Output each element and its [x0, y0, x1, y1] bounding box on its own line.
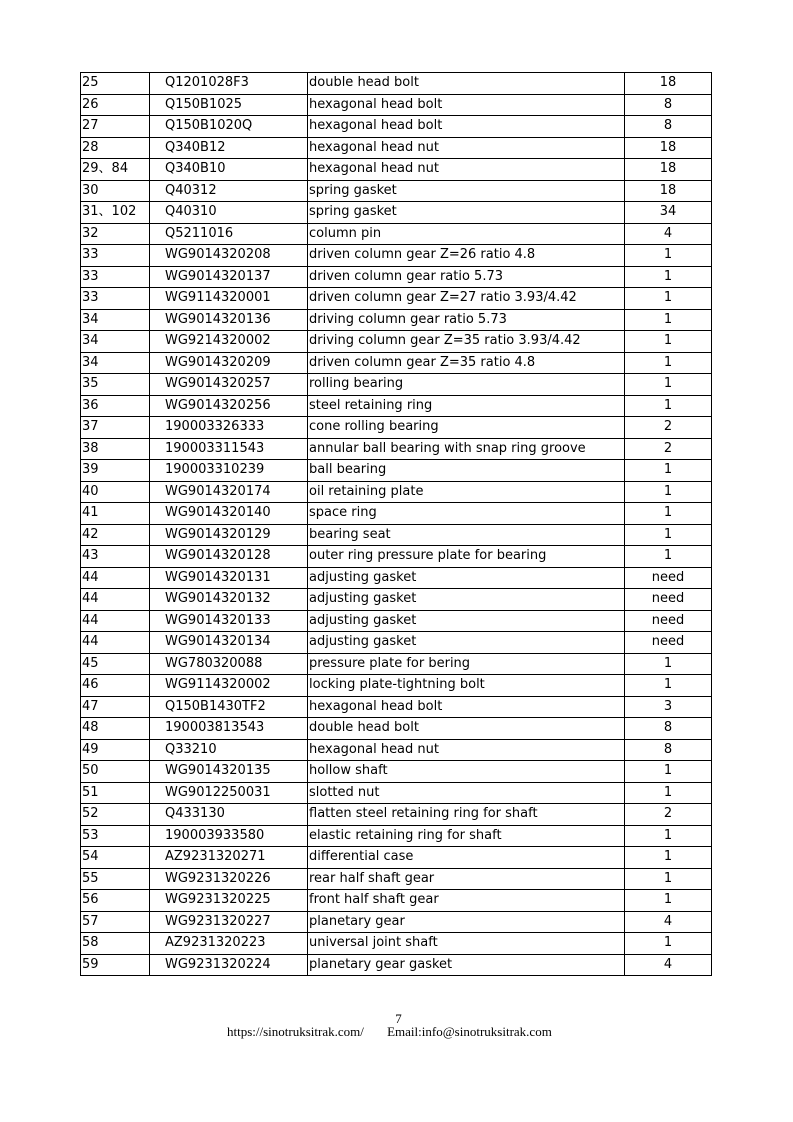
- table-row: [81, 395, 712, 417]
- quantity-cell: 1: [625, 653, 712, 675]
- part-name-cell: bearing seat: [308, 524, 625, 546]
- part-code-cell: Q33210: [150, 739, 308, 761]
- quantity-cell: 1: [625, 890, 712, 912]
- quantity-cell: 1: [625, 309, 712, 331]
- table-row: [81, 718, 712, 740]
- part-code-cell: WG9014320136: [150, 309, 308, 331]
- item-number-cell: 53: [81, 825, 150, 847]
- quantity-cell: 8: [625, 94, 712, 116]
- table-row: [81, 159, 712, 181]
- table-row: [81, 675, 712, 697]
- quantity-cell: 8: [625, 718, 712, 740]
- table-row: [81, 610, 712, 632]
- item-number-cell: 33: [81, 245, 150, 267]
- table-row: [81, 589, 712, 611]
- quantity-cell: 1: [625, 782, 712, 804]
- quantity-cell: 34: [625, 202, 712, 224]
- part-code-cell: Q40310: [150, 202, 308, 224]
- quantity-cell: 1: [625, 847, 712, 869]
- quantity-cell: 8: [625, 739, 712, 761]
- quantity-cell: 2: [625, 417, 712, 439]
- quantity-cell: 3: [625, 696, 712, 718]
- part-name-cell: driven column gear ratio 5.73: [308, 266, 625, 288]
- parts-table: [80, 72, 712, 976]
- table-row: [81, 137, 712, 159]
- part-name-cell: driving column gear ratio 5.73: [308, 309, 625, 331]
- part-name-cell: double head bolt: [308, 718, 625, 740]
- quantity-cell: 18: [625, 137, 712, 159]
- part-name-cell: hexagonal head bolt: [308, 94, 625, 116]
- item-number-cell: 25: [81, 73, 150, 95]
- part-code-cell: WG9014320209: [150, 352, 308, 374]
- part-code-cell: AZ9231320223: [150, 933, 308, 955]
- part-code-cell: WG9231320224: [150, 954, 308, 976]
- item-number-cell: 40: [81, 481, 150, 503]
- table-row: [81, 223, 712, 245]
- quantity-cell: 1: [625, 245, 712, 267]
- table-row: [81, 266, 712, 288]
- part-name-cell: adjusting gasket: [308, 567, 625, 589]
- part-code-cell: WG9014320140: [150, 503, 308, 525]
- item-number-cell: 46: [81, 675, 150, 697]
- part-code-cell: WG9231320227: [150, 911, 308, 933]
- part-code-cell: WG9014320256: [150, 395, 308, 417]
- item-number-cell: 56: [81, 890, 150, 912]
- part-code-cell: WG9014320133: [150, 610, 308, 632]
- item-number-cell: 33: [81, 288, 150, 310]
- quantity-cell: 8: [625, 116, 712, 138]
- table-row: [81, 868, 712, 890]
- item-number-cell: 41: [81, 503, 150, 525]
- part-name-cell: hexagonal head nut: [308, 739, 625, 761]
- table-row: [81, 245, 712, 267]
- item-number-cell: 27: [81, 116, 150, 138]
- table-row: [81, 524, 712, 546]
- table-row: [81, 438, 712, 460]
- item-number-cell: 37: [81, 417, 150, 439]
- part-code-cell: Q150B1025: [150, 94, 308, 116]
- part-code-cell: WG9014320174: [150, 481, 308, 503]
- item-number-cell: 39: [81, 460, 150, 482]
- part-name-cell: cone rolling bearing: [308, 417, 625, 439]
- part-name-cell: space ring: [308, 503, 625, 525]
- part-code-cell: WG9014320257: [150, 374, 308, 396]
- item-number-cell: 45: [81, 653, 150, 675]
- item-number-cell: 48: [81, 718, 150, 740]
- part-name-cell: outer ring pressure plate for bearing: [308, 546, 625, 568]
- quantity-cell: 1: [625, 761, 712, 783]
- table-row: [81, 331, 712, 353]
- quantity-cell: 4: [625, 223, 712, 245]
- item-number-cell: 31、102: [81, 202, 150, 224]
- item-number-cell: 42: [81, 524, 150, 546]
- part-code-cell: WG9014320134: [150, 632, 308, 654]
- item-number-cell: 44: [81, 632, 150, 654]
- quantity-cell: 18: [625, 180, 712, 202]
- table-row: [81, 653, 712, 675]
- item-number-cell: 33: [81, 266, 150, 288]
- part-name-cell: driven column gear Z=27 ratio 3.93/4.42: [308, 288, 625, 310]
- part-code-cell: Q433130: [150, 804, 308, 826]
- table-row: [81, 567, 712, 589]
- quantity-cell: need: [625, 632, 712, 654]
- quantity-cell: 1: [625, 266, 712, 288]
- part-name-cell: flatten steel retaining ring for shaft: [308, 804, 625, 826]
- quantity-cell: 2: [625, 804, 712, 826]
- part-code-cell: WG9231320225: [150, 890, 308, 912]
- part-code-cell: 190003310239: [150, 460, 308, 482]
- part-name-cell: double head bolt: [308, 73, 625, 95]
- part-code-cell: WG9014320135: [150, 761, 308, 783]
- item-number-cell: 52: [81, 804, 150, 826]
- quantity-cell: 1: [625, 546, 712, 568]
- part-code-cell: WG9114320002: [150, 675, 308, 697]
- part-name-cell: oil retaining plate: [308, 481, 625, 503]
- part-name-cell: driven column gear Z=35 ratio 4.8: [308, 352, 625, 374]
- table-row: [81, 696, 712, 718]
- part-name-cell: annular ball bearing with snap ring groove: [308, 438, 625, 460]
- table-row: [81, 933, 712, 955]
- item-number-cell: 50: [81, 761, 150, 783]
- item-number-cell: 44: [81, 567, 150, 589]
- part-code-cell: WG9214320002: [150, 331, 308, 353]
- item-number-cell: 36: [81, 395, 150, 417]
- quantity-cell: 1: [625, 395, 712, 417]
- footer-contact: [227, 1024, 552, 1040]
- part-name-cell: adjusting gasket: [308, 632, 625, 654]
- quantity-cell: 18: [625, 73, 712, 95]
- part-name-cell: hexagonal head nut: [308, 159, 625, 181]
- part-name-cell: hexagonal head nut: [308, 137, 625, 159]
- quantity-cell: 4: [625, 911, 712, 933]
- table-row: [81, 417, 712, 439]
- part-name-cell: driven column gear Z=26 ratio 4.8: [308, 245, 625, 267]
- part-name-cell: driving column gear Z=35 ratio 3.93/4.42: [308, 331, 625, 353]
- quantity-cell: need: [625, 589, 712, 611]
- table-row: [81, 352, 712, 374]
- item-number-cell: 58: [81, 933, 150, 955]
- part-code-cell: 190003933580: [150, 825, 308, 847]
- quantity-cell: 18: [625, 159, 712, 181]
- quantity-cell: 1: [625, 503, 712, 525]
- table-row: [81, 202, 712, 224]
- table-row: [81, 116, 712, 138]
- quantity-cell: 1: [625, 352, 712, 374]
- item-number-cell: 29、84: [81, 159, 150, 181]
- quantity-cell: 2: [625, 438, 712, 460]
- part-name-cell: planetary gear gasket: [308, 954, 625, 976]
- quantity-cell: 1: [625, 825, 712, 847]
- quantity-cell: need: [625, 567, 712, 589]
- quantity-cell: 1: [625, 675, 712, 697]
- item-number-cell: 44: [81, 610, 150, 632]
- part-name-cell: front half shaft gear: [308, 890, 625, 912]
- item-number-cell: 34: [81, 352, 150, 374]
- part-code-cell: Q340B10: [150, 159, 308, 181]
- part-code-cell: WG9014320131: [150, 567, 308, 589]
- item-number-cell: 55: [81, 868, 150, 890]
- item-number-cell: 59: [81, 954, 150, 976]
- item-number-cell: 44: [81, 589, 150, 611]
- part-name-cell: locking plate-tightning bolt: [308, 675, 625, 697]
- quantity-cell: 4: [625, 954, 712, 976]
- quantity-cell: 1: [625, 868, 712, 890]
- item-number-cell: 57: [81, 911, 150, 933]
- part-code-cell: Q150B1020Q: [150, 116, 308, 138]
- part-name-cell: spring gasket: [308, 202, 625, 224]
- quantity-cell: 1: [625, 331, 712, 353]
- table-row: [81, 288, 712, 310]
- part-name-cell: adjusting gasket: [308, 610, 625, 632]
- table-row: [81, 309, 712, 331]
- part-code-cell: 190003326333: [150, 417, 308, 439]
- table-row: [81, 460, 712, 482]
- part-code-cell: Q150B1430TF2: [150, 696, 308, 718]
- part-name-cell: spring gasket: [308, 180, 625, 202]
- part-name-cell: rolling bearing: [308, 374, 625, 396]
- table-row: [81, 890, 712, 912]
- quantity-cell: need: [625, 610, 712, 632]
- item-number-cell: 43: [81, 546, 150, 568]
- email-link[interactable]: Email:info@sinotruksitrak.com: [387, 1024, 552, 1039]
- table-row: [81, 825, 712, 847]
- part-code-cell: WG9014320128: [150, 546, 308, 568]
- item-number-cell: 34: [81, 331, 150, 353]
- quantity-cell: 1: [625, 288, 712, 310]
- table-row: [81, 546, 712, 568]
- part-name-cell: elastic retaining ring for shaft: [308, 825, 625, 847]
- part-code-cell: 190003813543: [150, 718, 308, 740]
- table-row: [81, 739, 712, 761]
- part-code-cell: Q1201028F3: [150, 73, 308, 95]
- page-number: 7: [395, 1011, 402, 1026]
- quantity-cell: 1: [625, 524, 712, 546]
- item-number-cell: 32: [81, 223, 150, 245]
- item-number-cell: 28: [81, 137, 150, 159]
- table-row: [81, 847, 712, 869]
- part-code-cell: WG9014320137: [150, 266, 308, 288]
- quantity-cell: 1: [625, 374, 712, 396]
- item-number-cell: 49: [81, 739, 150, 761]
- part-code-cell: Q340B12: [150, 137, 308, 159]
- part-name-cell: hexagonal head bolt: [308, 116, 625, 138]
- table-row: [81, 804, 712, 826]
- part-name-cell: hexagonal head bolt: [308, 696, 625, 718]
- quantity-cell: 1: [625, 481, 712, 503]
- table-row: [81, 94, 712, 116]
- part-code-cell: Q40312: [150, 180, 308, 202]
- table-row: [81, 911, 712, 933]
- part-name-cell: adjusting gasket: [308, 589, 625, 611]
- part-code-cell: WG780320088: [150, 653, 308, 675]
- item-number-cell: 51: [81, 782, 150, 804]
- part-code-cell: WG9014320208: [150, 245, 308, 267]
- parts-table-body: [81, 73, 712, 976]
- part-name-cell: column pin: [308, 223, 625, 245]
- item-number-cell: 54: [81, 847, 150, 869]
- table-row: [81, 481, 712, 503]
- part-name-cell: hollow shaft: [308, 761, 625, 783]
- table-row: [81, 503, 712, 525]
- part-name-cell: differential case: [308, 847, 625, 869]
- item-number-cell: 35: [81, 374, 150, 396]
- part-name-cell: slotted nut: [308, 782, 625, 804]
- table-row: [81, 761, 712, 783]
- item-number-cell: 34: [81, 309, 150, 331]
- part-code-cell: WG9014320132: [150, 589, 308, 611]
- part-code-cell: WG9231320226: [150, 868, 308, 890]
- part-name-cell: steel retaining ring: [308, 395, 625, 417]
- quantity-cell: 1: [625, 460, 712, 482]
- quantity-cell: 1: [625, 933, 712, 955]
- table-row: [81, 954, 712, 976]
- item-number-cell: 26: [81, 94, 150, 116]
- part-code-cell: Q5211016: [150, 223, 308, 245]
- part-name-cell: universal joint shaft: [308, 933, 625, 955]
- item-number-cell: 47: [81, 696, 150, 718]
- part-code-cell: WG9014320129: [150, 524, 308, 546]
- part-name-cell: pressure plate for bering: [308, 653, 625, 675]
- part-name-cell: planetary gear: [308, 911, 625, 933]
- part-name-cell: rear half shaft gear: [308, 868, 625, 890]
- item-number-cell: 30: [81, 180, 150, 202]
- website-link[interactable]: https://sinotruksitrak.com/: [227, 1024, 364, 1039]
- table-row: [81, 73, 712, 95]
- table-row: [81, 782, 712, 804]
- part-code-cell: WG9012250031: [150, 782, 308, 804]
- table-row: [81, 180, 712, 202]
- item-number-cell: 38: [81, 438, 150, 460]
- table-row: [81, 374, 712, 396]
- part-name-cell: ball bearing: [308, 460, 625, 482]
- part-code-cell: WG9114320001: [150, 288, 308, 310]
- table-row: [81, 632, 712, 654]
- part-code-cell: 190003311543: [150, 438, 308, 460]
- part-code-cell: AZ9231320271: [150, 847, 308, 869]
